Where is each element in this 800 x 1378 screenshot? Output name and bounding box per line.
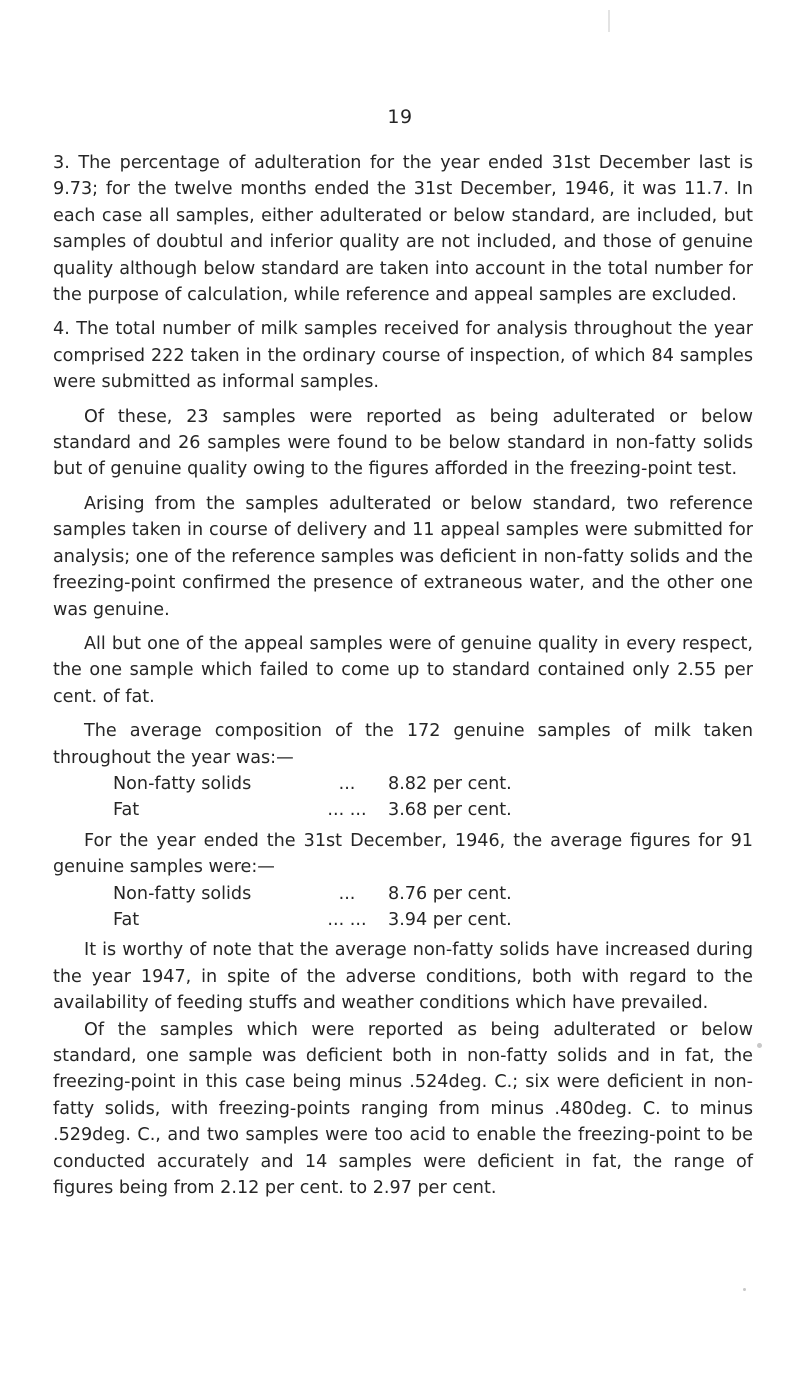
paragraph-average-composition-1946: For the year ended the 31st December, 1946, the average figures for 91 genuine samples were:— (53, 830, 753, 878)
ink-spot (743, 1288, 746, 1291)
row-leader-dots: ... ... (327, 800, 367, 821)
page-number: 19 (387, 106, 413, 128)
paragraph-appeal-samples: All but one of the appeal samples were of genuine quality in every respect, the one sample which failed to come up to standard contained only 2.55 per cent. of fat. (53, 633, 753, 707)
table-row (53, 907, 753, 933)
body-text (53, 150, 753, 1209)
paragraph-percentage-adulteration: 3. The percentage of adulteration for the year ended 31st December last is 9.73; for the twelve months ended the 31st December, 1946, it was 11.7. In each case all samples, either adulterated or below standard, are included, but samples of doubtul and inferior quality are not included, and those of genuine quality although below standard are taken into account in the total number for the purpose of calculation, while reference and appeal samples are excluded. (53, 153, 753, 306)
paragraph-milk-samples-total: 4. The total number of milk samples received for analysis throughout the year comprised 222 taken in the ordinary course of inspection, of which 84 samples were submitted as informal samples. (53, 319, 753, 393)
row-leader-dots: ... (338, 773, 356, 794)
paragraph-reported-samples: Of these, 23 samples were reported as being adulterated or below standard and 26 samples were found to be below standard in non-fatty solids but of genuine quality owing to the figures afforded in the freezing-point test. (53, 406, 753, 480)
scan-mark (608, 10, 610, 32)
table-row (53, 797, 753, 823)
row-label: Fat (113, 909, 140, 930)
paragraph-reference-samples: Arising from the samples adulterated or below standard, two reference samples taken in course of delivery and 11 appeal samples were submitted for analysis; one of the reference samples was deficient in non-fatty solids and the freezing-point confirmed the presence of extraneous water, and the other one was genuine. (53, 493, 753, 620)
paragraph-non-fatty-increase: It is worthy of note that the average non-fatty solids have increased during the year 1947, in spite of the adverse conditions, both with regard to the availability of feeding stuffs and weather conditions which have prevailed. (53, 940, 753, 1014)
row-value: 8.76 per cent. (388, 883, 512, 904)
row-label: Non-fatty solids (113, 883, 252, 904)
paragraph-average-composition-1947: The average composition of the 172 genuine samples of milk taken throughout the year was:— (53, 721, 753, 768)
row-label: Non-fatty solids (113, 773, 252, 794)
row-value: 3.68 per cent. (388, 800, 512, 821)
row-value: 3.94 per cent. (388, 909, 512, 930)
ink-spot (757, 1043, 762, 1048)
row-label: Fat (113, 800, 140, 821)
table-row (53, 881, 753, 907)
table-row (53, 771, 753, 797)
composition-table-1947 (53, 771, 753, 824)
row-value: 8.82 per cent. (388, 773, 512, 794)
row-leader-dots: ... ... (327, 909, 367, 930)
composition-table-1946 (53, 881, 753, 934)
paragraph-deficient-samples: Of the samples which were reported as being adulterated or below standard, one sample was deficient both in non-fatty solids and in fat, the freezing-point in this case being minus .524deg. C.; six were deficient in non-fatty solids, with freezing-points ranging from minus .480deg. C. to minus .529deg. C., and two samples were too acid to enable the freezing-point to be conducted accurately and 14 samples were deficient in fat, the range of figures being from 2.12 per cent. to 2.97 per cent. (53, 1019, 753, 1198)
row-leader-dots: ... (338, 883, 356, 904)
